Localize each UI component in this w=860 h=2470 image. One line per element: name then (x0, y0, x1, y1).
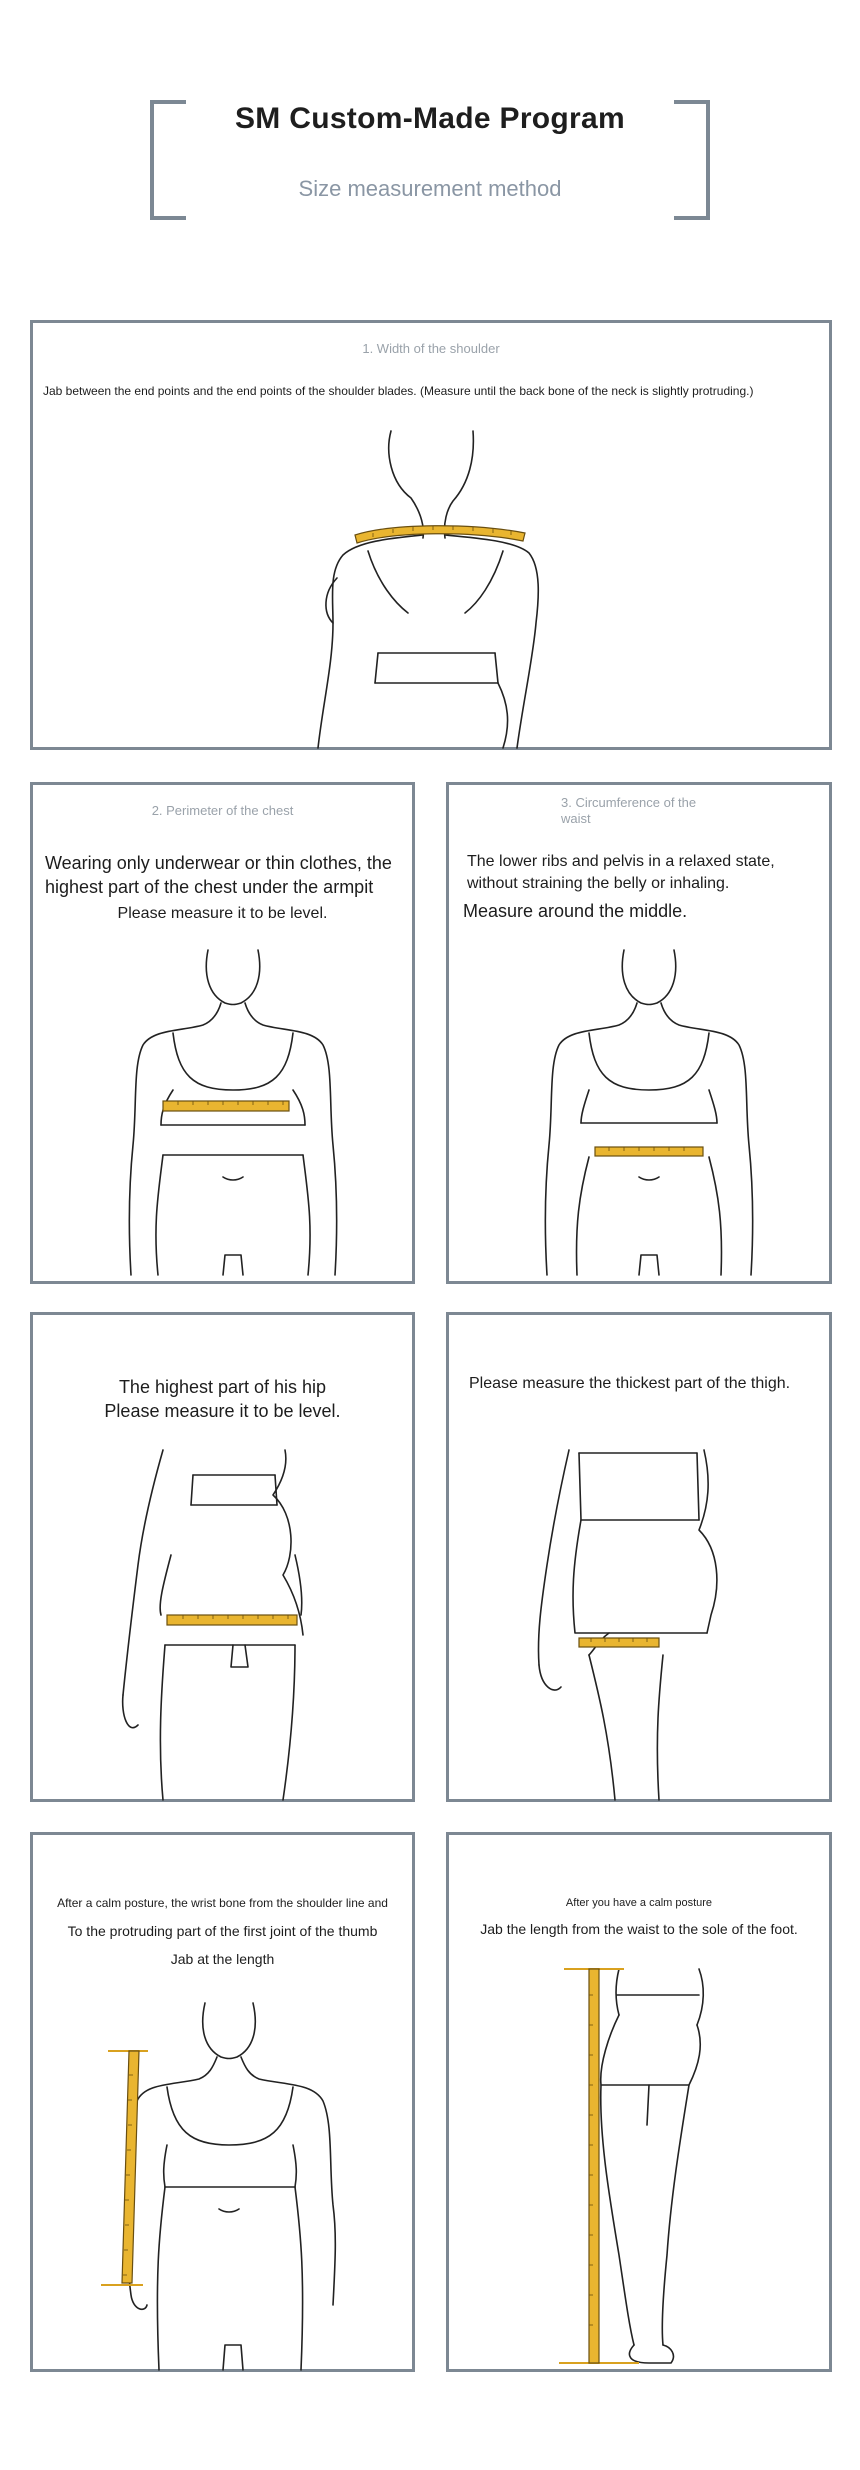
chest-perimeter-panel (30, 782, 415, 1284)
leg-instruction-line1: After you have a calm posture (565, 1897, 713, 1909)
shoulder-panel-title: 1. Width of the shoulder (362, 341, 500, 356)
waist-panel-title-line1: 3. Circumference of the (561, 795, 697, 810)
shoulder-width-panel (30, 320, 832, 750)
waist-circumference-panel (446, 782, 832, 1284)
side-figure-thigh-illustration (449, 1315, 835, 1805)
waist-instruction-line2: without straining the belly or inhaling. (467, 875, 730, 892)
chest-panel-title: 2. Perimeter of the chest (151, 803, 294, 818)
waist-instruction-line3: Measure around the middle. (463, 901, 688, 921)
page-title: SM Custom-Made Program (235, 102, 625, 135)
chest-instruction-line1: Wearing only underwear or thin clothes, the (45, 853, 392, 873)
arm-instruction-line3: Jab at the length (170, 1951, 275, 1967)
page-header (150, 100, 710, 220)
front-figure-waist-illustration (449, 785, 835, 1287)
arm-measuring-tape (122, 2051, 139, 2283)
shoulder-instruction: Jab between the end points and the end points of the shoulder blades. (Measure until the back bone of the neck is slightly protruding.) (43, 384, 754, 398)
thigh-instruction-line1: Please measure the thickest part of the thigh. (469, 1375, 791, 1392)
hip-panel (30, 1312, 415, 1802)
chest-instruction-line3: Please measure it to be level. (117, 905, 328, 922)
hip-instruction-line1: The highest part of his hip (118, 1377, 327, 1397)
waist-instruction-line1: The lower ribs and pelvis in a relaxed state, (467, 853, 775, 870)
chest-instruction-line2: highest part of the chest under the armpit (45, 877, 374, 897)
leg-length-panel (446, 1832, 832, 2372)
hip-instruction-line2: Please measure it to be level. (104, 1401, 341, 1421)
arm-length-panel (30, 1832, 415, 2372)
thigh-panel (446, 1312, 832, 1802)
waist-measuring-tape (595, 1147, 703, 1156)
arm-instruction-line1: After a calm posture, the wrist bone from the shoulder line and (57, 1896, 388, 1910)
front-figure-arm-illustration (33, 1835, 418, 2375)
waist-panel-title-line2: waist (561, 811, 591, 826)
side-figure-leg-illustration (449, 1835, 835, 2375)
leg-measuring-tape (589, 1969, 599, 2363)
front-figure-chest-illustration (33, 785, 418, 1287)
page-subtitle: Size measurement method (298, 176, 562, 201)
chest-measuring-tape (163, 1101, 289, 1111)
arm-instruction-line2: To the protruding part of the first joint of the thumb (67, 1923, 378, 1939)
side-figure-hip-illustration (33, 1315, 418, 1805)
back-figure-illustration (33, 323, 835, 753)
leg-instruction-line2: Jab the length from the waist to the sole of the foot. (480, 1921, 798, 1937)
hip-measuring-tape (167, 1615, 297, 1625)
